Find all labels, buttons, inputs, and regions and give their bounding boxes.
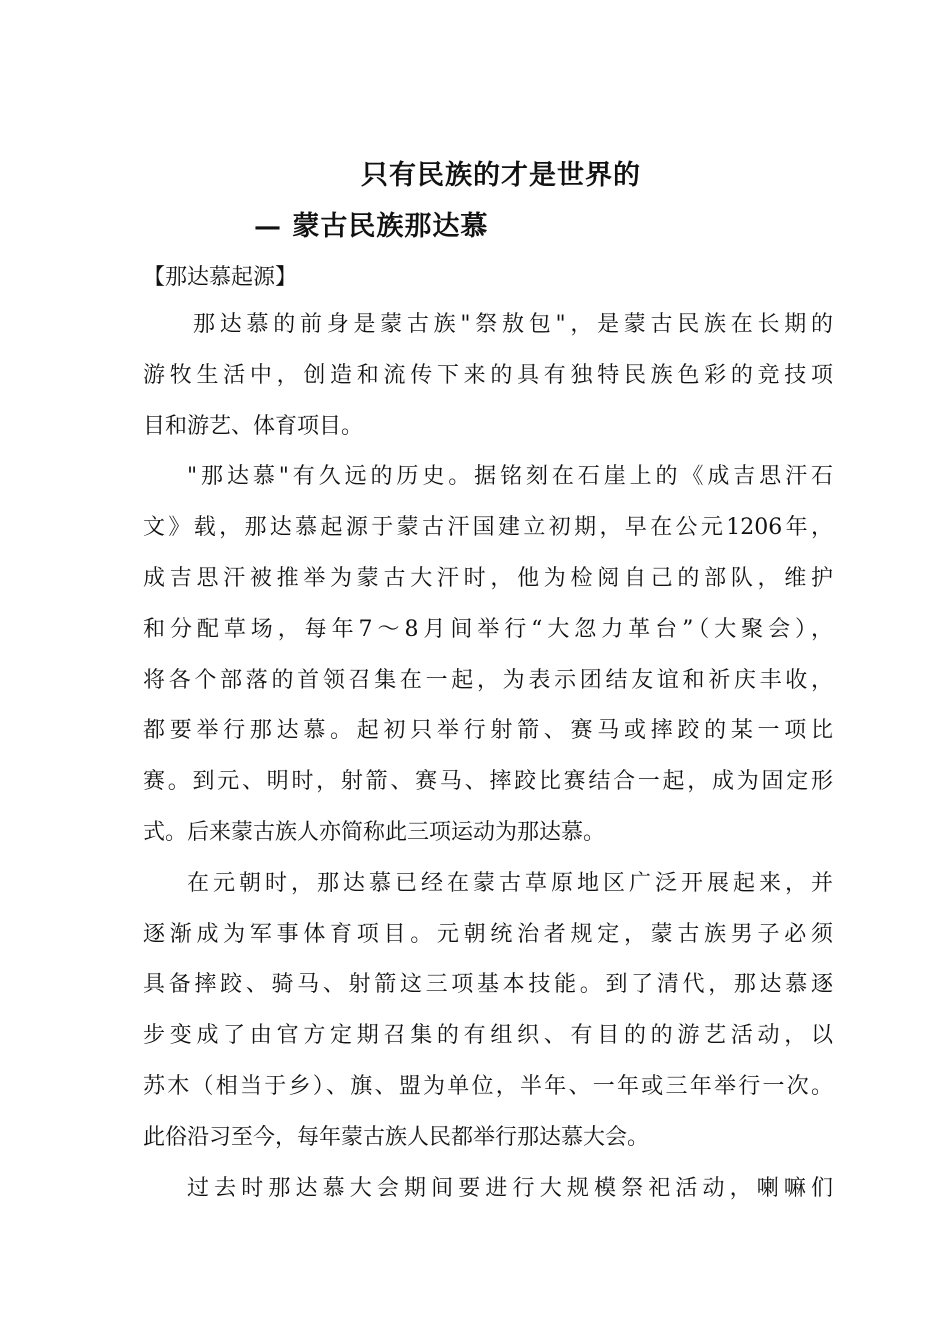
- paragraph-line: 在元朝时，那达慕已经在蒙古草原地区广泛开展起来，并: [187, 870, 833, 896]
- paragraph-line: 文》载，那达慕起源于蒙古汗国建立初期，早在公元1206年，: [143, 515, 833, 541]
- section-heading: 【那达慕起源】: [143, 265, 298, 290]
- paragraph-line: 目和游艺、体育项目。: [143, 413, 364, 439]
- paragraph-line: 苏木（相当于乡）、旗、盟为单位，半年、一年或三年举行一次。: [143, 1073, 833, 1099]
- paragraph-line: 那达慕的前身是蒙古族"祭敖包"，是蒙古民族在长期的: [193, 312, 833, 337]
- paragraph-line: "那达慕"有久远的历史。据铭刻在石崖上的《成吉思汗石: [187, 464, 833, 490]
- document-subtitle: — 蒙古民族那达慕: [254, 211, 489, 242]
- paragraph-line: 游牧生活中，创造和流传下来的具有独特民族色彩的竞技项: [143, 362, 833, 388]
- paragraph-line: 式。后来蒙古族人亦简称此三项运动为那达慕。: [143, 819, 606, 845]
- paragraph-line: 此俗沿习至今，每年蒙古族人民都举行那达慕大会。: [143, 1124, 650, 1150]
- paragraph-line: 具备摔跤、骑马、射箭这三项基本技能。到了清代，那达慕逐: [143, 972, 833, 998]
- paragraph-line: 将各个部落的首领召集在一起，为表示团结友谊和祈庆丰收，: [143, 667, 833, 693]
- document-title: 只有民族的才是世界的: [361, 160, 641, 191]
- paragraph-line: 过去时那达慕大会期间要进行大规模祭祀活动，喇嘛们: [187, 1175, 833, 1201]
- body-text: [143, 300, 833, 1214]
- paragraph-line: 步变成了由官方定期召集的有组织、有目的的游艺活动，以: [143, 1023, 833, 1049]
- paragraph-line: 赛。到元、明时，射箭、赛马、摔跤比赛结合一起，成为固定形: [143, 769, 833, 795]
- paragraph-line: 成吉思汗被推举为蒙古大汗时，他为检阅自己的部队，维护: [143, 565, 833, 591]
- paragraph-line: 逐渐成为军事体育项目。元朝统治者规定，蒙古族男子必须: [143, 921, 833, 947]
- paragraph-line: 和分配草场，每年7～8月间举行“大忽力革台”（大聚会），: [143, 616, 833, 642]
- paragraph-line: 都要举行那达慕。起初只举行射箭、赛马或摔跤的某一项比: [143, 718, 833, 744]
